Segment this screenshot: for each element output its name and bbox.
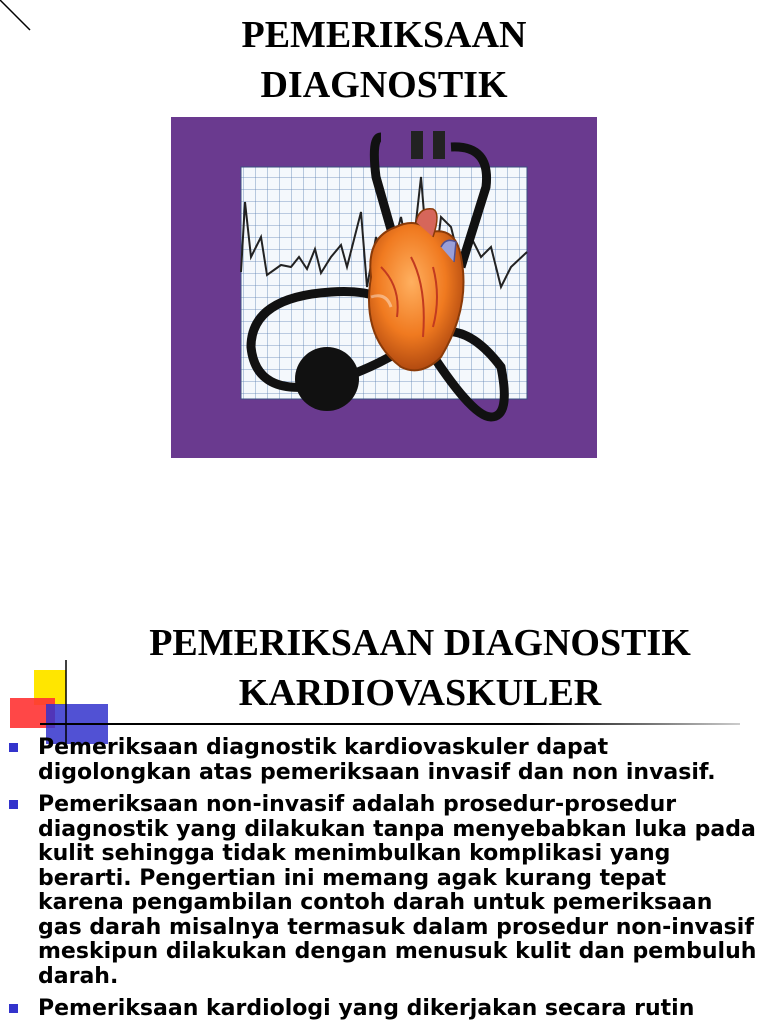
slide-1-title (0, 10, 768, 110)
bullet-text: Pemeriksaan non-invasif adalah prosedur-prosedur diagnostik yang dilakukan tanpa menyebabkan luka pada kulit sehingga tidak menimbulkan komplikasi yang berarti. Pengertian ini memang agak kurang tepat karena pengambilan contoh darah untuk pemeriksaan gas darah misalnya termasuk dalam prosedur non-invasif meskipun dilakukan dengan menusuk kulit dan pembuluh darah. (38, 792, 757, 989)
title-divider (40, 723, 740, 725)
slide-1-title-line-2: DIAGNOSTIK (260, 64, 508, 106)
bullet-item (0, 997, 768, 1022)
bullet-item (0, 736, 768, 785)
slide-2-title-line-1: PEMERIKSAAN DIAGNOSTIK (149, 622, 691, 664)
bullet-text: Pemeriksaan kardiologi yang dikerjakan secara rutin (38, 996, 695, 1021)
heart-stethoscope-image (171, 117, 597, 458)
square-bullet-icon (9, 1004, 18, 1013)
square-bullet-icon (9, 800, 18, 809)
bullet-text: Pemeriksaan diagnostik kardiovaskuler dapat digolongkan atas pemeriksaan invasif dan non invasif. (38, 735, 716, 785)
slide-1-title-line-1: PEMERIKSAAN (241, 14, 527, 56)
slide-2-title (90, 618, 750, 718)
heart-stethoscope-icon (171, 117, 597, 458)
slide-2-title-line-2: KARDIOVASKULER (238, 672, 602, 714)
bullet-list (0, 736, 768, 1030)
slide-2 (0, 560, 768, 1024)
bullet-item (0, 793, 768, 989)
square-bullet-icon (9, 743, 18, 752)
